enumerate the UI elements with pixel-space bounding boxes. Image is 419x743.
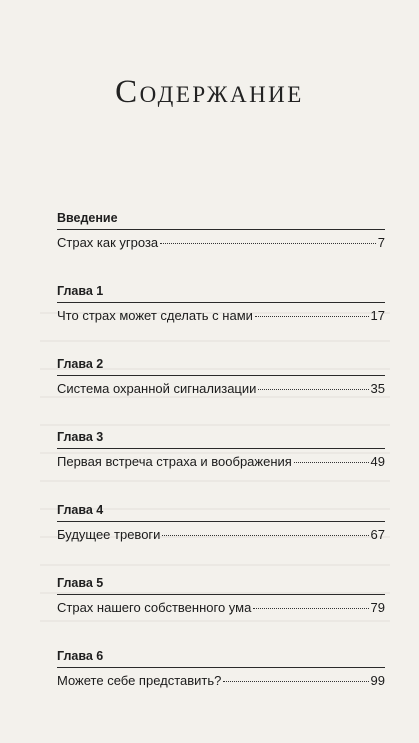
toc-entry — [57, 503, 385, 543]
toc-line — [57, 229, 385, 251]
page-number: 17 — [370, 308, 385, 323]
page-number: 79 — [370, 600, 385, 615]
chapter-title: Будущее тревоги — [57, 527, 161, 542]
page-number: 99 — [370, 673, 385, 688]
leader-dots — [160, 242, 376, 244]
leader-dots — [253, 607, 368, 609]
chapter-label: Глава 2 — [57, 357, 104, 371]
toc-line — [57, 594, 385, 616]
toc-line — [57, 448, 385, 470]
leader-dots — [223, 680, 368, 682]
leader-dots — [294, 461, 369, 463]
chapter-title: Страх как угроза — [57, 235, 159, 250]
toc-line — [57, 521, 385, 543]
toc-line — [57, 302, 385, 324]
leader-dots — [162, 534, 368, 536]
toc-entry — [57, 211, 385, 251]
toc-line — [57, 667, 385, 689]
chapter-label: Введение — [57, 211, 118, 225]
page-number: 35 — [370, 381, 385, 396]
chapter-label: Глава 5 — [57, 576, 104, 590]
toc-entry — [57, 649, 385, 689]
chapter-title: Первая встреча страха и воображения — [57, 454, 292, 469]
page-number: 7 — [377, 235, 385, 250]
page-number: 67 — [370, 527, 385, 542]
chapter-label: Глава 3 — [57, 430, 104, 444]
table-of-contents — [57, 211, 385, 722]
leader-dots — [258, 388, 368, 390]
chapter-title: Что страх может сделать с нами — [57, 308, 253, 323]
toc-line — [57, 375, 385, 397]
leader-dots — [255, 315, 369, 317]
chapter-label: Глава 1 — [57, 284, 104, 298]
chapter-title: Страх нашего собственного ума — [57, 600, 252, 615]
chapter-label: Глава 6 — [57, 649, 104, 663]
chapter-title: Можете себе представить? — [57, 673, 222, 688]
toc-entry — [57, 284, 385, 324]
toc-entry — [57, 357, 385, 397]
page-number: 49 — [370, 454, 385, 469]
chapter-label: Глава 4 — [57, 503, 104, 517]
toc-entry — [57, 576, 385, 616]
page-title: Содержание — [115, 74, 304, 110]
toc-entry — [57, 430, 385, 470]
chapter-title: Система охранной сигнализации — [57, 381, 257, 396]
